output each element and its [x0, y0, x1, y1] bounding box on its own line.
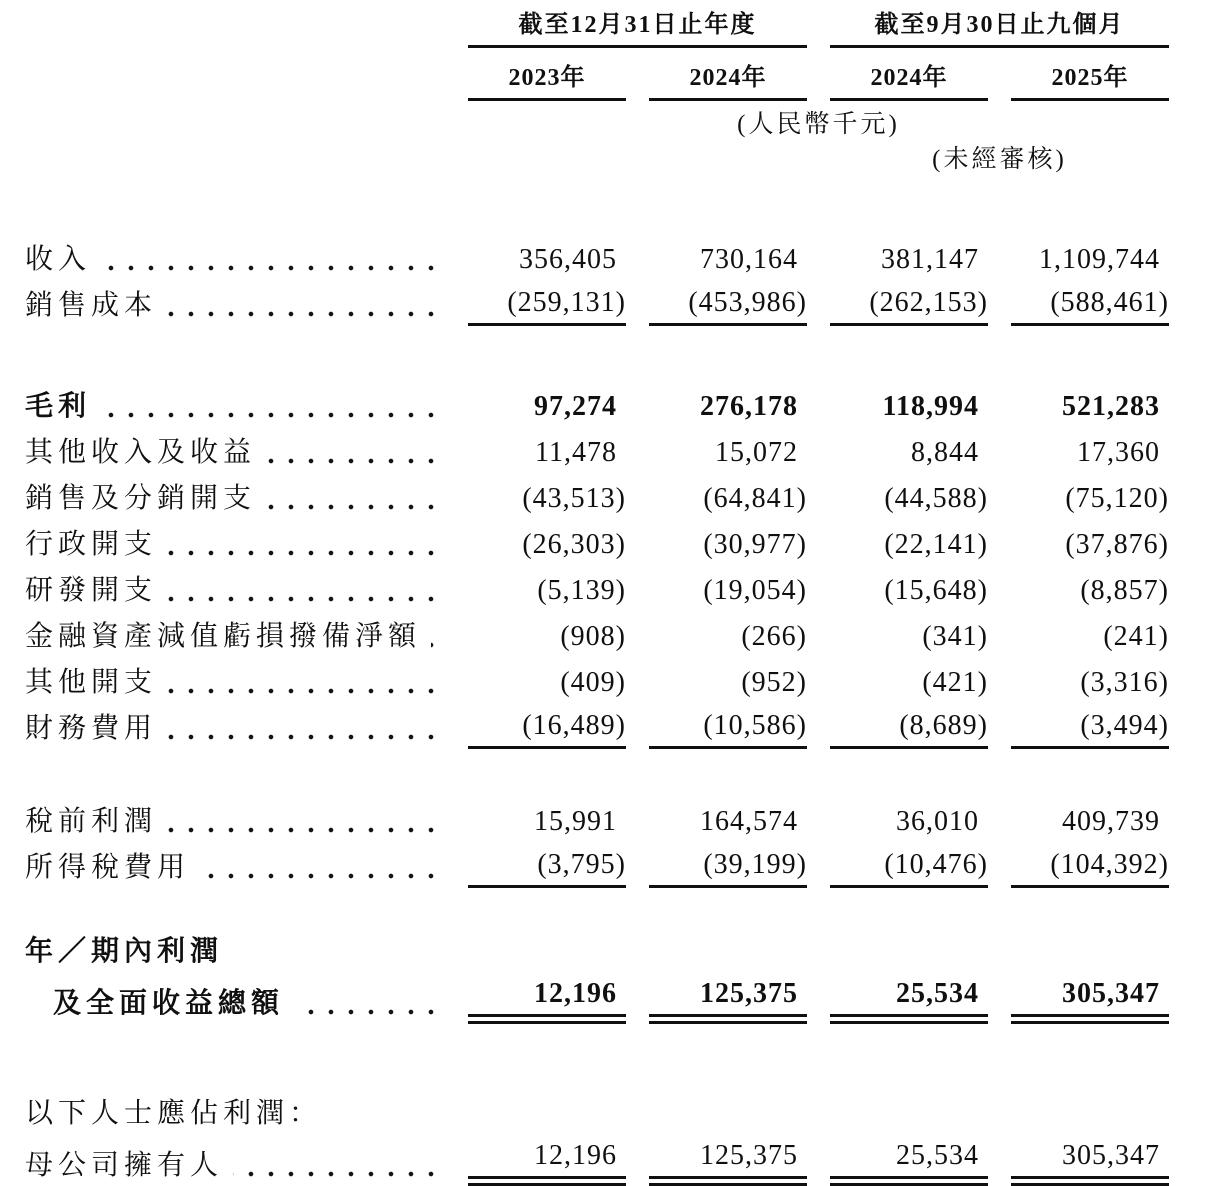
- dot-leader: [167, 568, 443, 614]
- value-cell: 25,534: [830, 1136, 988, 1186]
- value-cell: 11,478: [535, 437, 617, 468]
- row-label: 及全面收益總額: [53, 988, 285, 1019]
- value-cell: (44,588): [884, 483, 988, 514]
- value-cell: (3,494): [1011, 706, 1169, 749]
- spacer: [25, 1024, 1169, 1092]
- dot-leader: [266, 476, 443, 522]
- year-col-2023: 2023年: [468, 48, 626, 101]
- row-label: 金融資產減值虧損撥備淨額: [25, 621, 422, 652]
- row-label: 以下人士應佔利潤：: [25, 1098, 323, 1129]
- dot-leader: [431, 614, 443, 660]
- value-cell: 15,991: [534, 806, 617, 837]
- row-label: 銷售成本: [25, 290, 158, 321]
- value-cell: 125,375: [649, 1136, 807, 1186]
- dot-leader: [294, 984, 443, 1024]
- value-cell: (5,139): [537, 575, 626, 606]
- value-cell: (10,586): [649, 706, 807, 749]
- table-header: [25, 10, 1169, 175]
- period-group-nine-months: 截至9月30日止九個月: [830, 10, 1169, 48]
- row-rd-expenses: [25, 568, 1169, 614]
- value-cell: (241): [1103, 621, 1169, 652]
- row-label: 研發開支: [25, 575, 158, 606]
- value-cell: 521,283: [1062, 391, 1160, 422]
- year-col-2025-9m: 2025年: [1011, 48, 1169, 101]
- value-cell: (43,513): [522, 483, 626, 514]
- value-cell: (453,986): [649, 283, 807, 326]
- value-cell: (341): [922, 621, 988, 652]
- value-cell: (262,153): [830, 283, 988, 326]
- value-cell: 409,739: [1062, 806, 1160, 837]
- value-cell: (421): [922, 667, 988, 698]
- value-cell: (10,476): [830, 845, 988, 888]
- dot-leader: [200, 848, 443, 888]
- row-other-income: [25, 430, 1169, 476]
- row-label: 銷售及分銷開支: [25, 483, 257, 514]
- value-cell: 12,196: [468, 974, 626, 1024]
- row-income-tax-expense: [25, 845, 1169, 888]
- value-cell: (952): [741, 667, 807, 698]
- value-cell: (3,316): [1080, 667, 1169, 698]
- row-profit-total-comprehensive-line1: [25, 930, 1169, 974]
- value-cell: (30,977): [703, 529, 807, 560]
- value-cell: (64,841): [703, 483, 807, 514]
- value-cell: 25,534: [830, 974, 988, 1024]
- period-group-annual: 截至12月31日止年度: [468, 10, 807, 48]
- value-cell: (104,392): [1011, 845, 1169, 888]
- spacer: [25, 749, 1169, 799]
- value-cell: 381,147: [881, 244, 979, 275]
- value-cell: (8,857): [1080, 575, 1169, 606]
- row-label: 行政開支: [25, 529, 158, 560]
- row-impairment-financial-assets: [25, 614, 1169, 660]
- year-col-2024: 2024年: [649, 48, 807, 101]
- spacer: [25, 175, 1169, 237]
- row-label: 年／期內利潤: [25, 936, 224, 967]
- dot-leader: [167, 799, 443, 845]
- value-cell: (16,489): [468, 706, 626, 749]
- value-cell: (75,120): [1065, 483, 1169, 514]
- value-cell: (15,648): [884, 575, 988, 606]
- value-cell: 12,196: [468, 1136, 626, 1186]
- dot-leader: [167, 522, 443, 568]
- row-label: 母公司擁有人: [25, 1150, 224, 1181]
- row-owners-of-parent: [25, 1136, 1169, 1186]
- value-cell: 305,347: [1011, 974, 1169, 1024]
- row-profit-total-comprehensive-line2: [25, 974, 1169, 1024]
- spacer: [25, 888, 1169, 930]
- value-cell: 276,178: [700, 391, 798, 422]
- value-cell: 305,347: [1011, 1136, 1169, 1186]
- row-administrative-expenses: [25, 522, 1169, 568]
- currency-unit-note: (人民幣千元): [737, 111, 900, 138]
- row-revenue: [25, 237, 1169, 283]
- dot-leader: [101, 384, 443, 430]
- value-cell: 730,164: [700, 244, 798, 275]
- unaudited-note: (未經審核): [932, 146, 1067, 173]
- value-cell: (19,054): [703, 575, 807, 606]
- value-cell: 15,072: [715, 437, 798, 468]
- value-cell: 125,375: [649, 974, 807, 1024]
- value-cell: 164,574: [700, 806, 798, 837]
- value-cell: (37,876): [1065, 529, 1169, 560]
- row-profit-before-tax: [25, 799, 1169, 845]
- value-cell: 36,010: [896, 806, 979, 837]
- value-cell: (3,795): [468, 845, 626, 888]
- dot-leader: [167, 709, 443, 749]
- row-other-expenses: [25, 660, 1169, 706]
- row-finance-costs: [25, 706, 1169, 749]
- value-cell: 1,109,744: [1039, 244, 1160, 275]
- row-attributable-heading: [25, 1092, 1169, 1136]
- row-label: 稅前利潤: [25, 806, 158, 837]
- dot-leader: [167, 660, 443, 706]
- value-cell: (39,199): [649, 845, 807, 888]
- value-cell: (409): [560, 667, 626, 698]
- row-label: 所得稅費用: [25, 852, 191, 883]
- value-cell: (26,303): [522, 529, 626, 560]
- value-cell: 17,360: [1077, 437, 1160, 468]
- value-cell: (266): [741, 621, 807, 652]
- row-gross-profit: [25, 384, 1169, 430]
- dot-leader: [101, 237, 443, 283]
- value-cell: 356,405: [519, 244, 617, 275]
- dot-leader: [167, 286, 443, 326]
- value-cell: (908): [560, 621, 626, 652]
- spacer: [25, 326, 1169, 384]
- row-label: 其他收入及收益: [25, 437, 257, 468]
- row-label: 財務費用: [25, 713, 158, 744]
- row-label: 其他開支: [25, 667, 158, 698]
- value-cell: 97,274: [534, 391, 617, 422]
- year-col-2024-9m: 2024年: [830, 48, 988, 101]
- value-cell: (22,141): [884, 529, 988, 560]
- row-selling-distribution-expenses: [25, 476, 1169, 522]
- row-cost-of-sales: [25, 283, 1169, 326]
- row-label: 毛利: [25, 391, 92, 422]
- row-label: 收入: [25, 244, 92, 275]
- dot-leader: [266, 430, 443, 476]
- value-cell: 8,844: [911, 437, 979, 468]
- dot-leader: [233, 1146, 443, 1186]
- value-cell: (8,689): [830, 706, 988, 749]
- value-cell: (259,131): [468, 283, 626, 326]
- value-cell: 118,994: [882, 391, 979, 422]
- value-cell: (588,461): [1011, 283, 1169, 326]
